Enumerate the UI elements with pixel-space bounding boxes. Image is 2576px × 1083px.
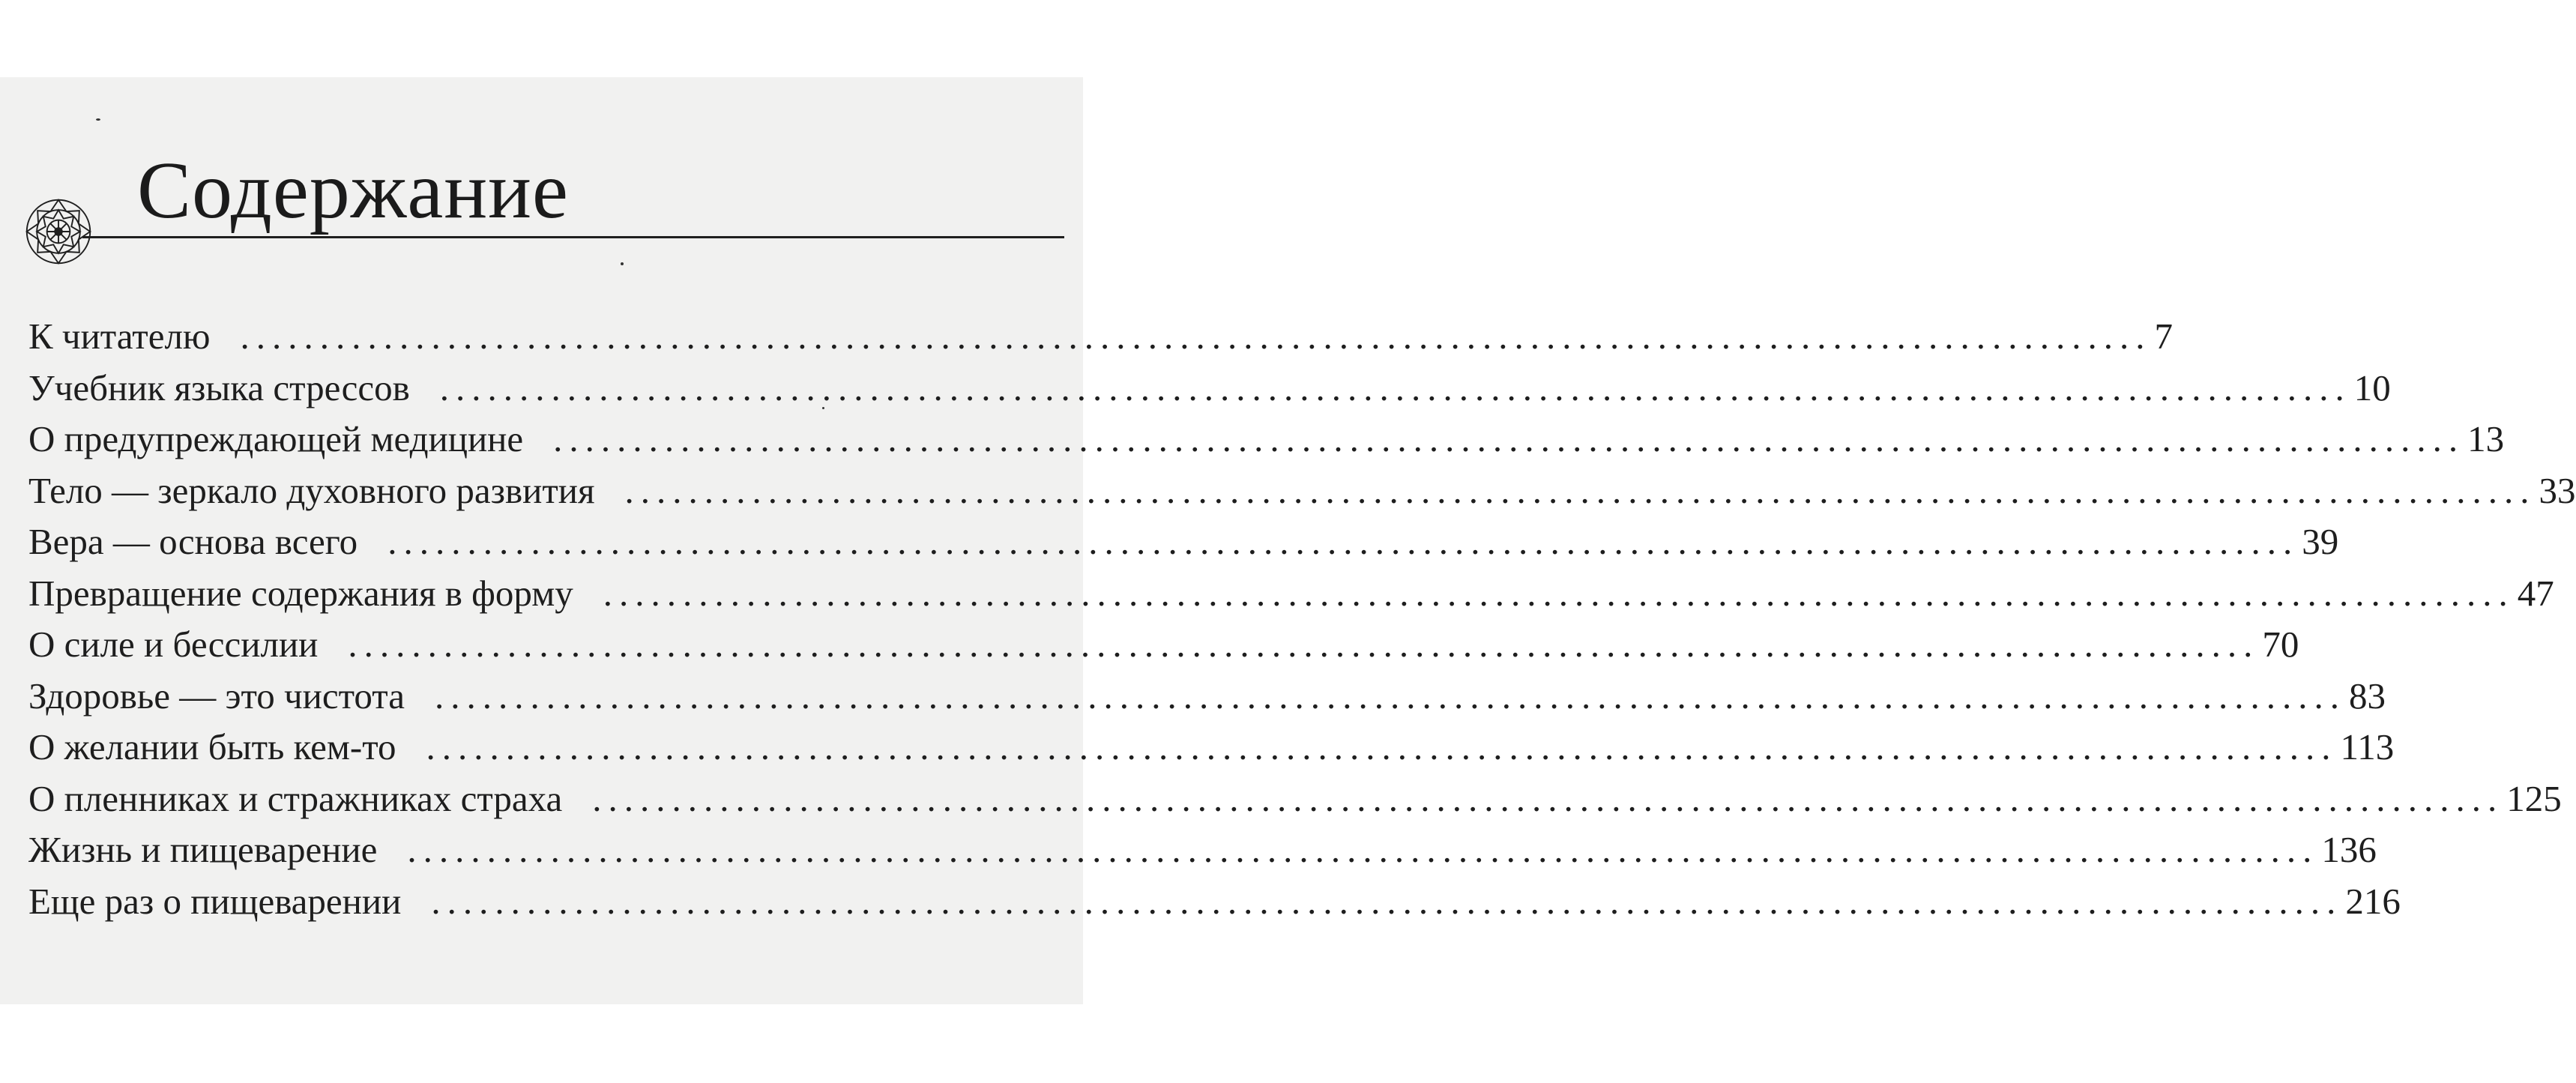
print-speck <box>621 262 624 265</box>
dot-leader: ........................................................................................................................ <box>439 366 2351 408</box>
toc-entry <box>28 363 2391 414</box>
dot-leader: ........................................................................................................................ <box>603 572 2515 614</box>
toc-entry-title: О желании быть кем-то <box>28 726 396 767</box>
toc-entry-title: Здоровье — это чистота <box>28 675 405 717</box>
toc-entry <box>28 671 2386 722</box>
toc-entry <box>28 722 2395 773</box>
toc-entry-page-number: 216 <box>2345 880 2401 922</box>
toc-entry-title: Жизнь и пищеварение <box>28 829 378 870</box>
dot-leader: ........................................................................................................................ <box>431 880 2343 922</box>
toc-entry-page-number: 13 <box>2467 418 2505 459</box>
title-underline <box>82 236 1064 238</box>
toc-entry <box>28 311 2174 363</box>
toc-entry-title: О пленниках и стражниках страха <box>28 777 563 819</box>
toc-entry-title: О предупреждающей медицине <box>28 418 524 459</box>
toc-entry <box>28 773 2562 825</box>
dot-leader: ........................................................................................................................ <box>240 316 2152 357</box>
toc-entry-title: О силе и бессилии <box>28 624 319 665</box>
toc-entry-page-number: 113 <box>2340 726 2395 767</box>
toc-entry-title: Еще раз о пищеварении <box>28 880 402 922</box>
toc-entry <box>28 414 2505 465</box>
mandala-ornament-icon <box>22 196 94 268</box>
toc-entry-title: К читателю <box>28 316 211 357</box>
dot-leader: ........................................................................................................................ <box>592 777 2504 819</box>
toc-entry <box>28 465 2576 517</box>
toc-entry <box>28 824 2377 876</box>
dot-leader: ........................................................................................................................ <box>553 418 2465 459</box>
toc-entry <box>28 516 2339 568</box>
table-of-contents <box>28 311 2576 927</box>
print-speck <box>96 118 100 121</box>
dot-leader: ........................................................................................................................ <box>407 829 2319 870</box>
toc-entry-page-number: 125 <box>2506 777 2562 819</box>
toc-entry-title: Тело — зеркало духовного развития <box>28 469 595 511</box>
toc-entry-page-number: 136 <box>2321 829 2377 870</box>
dot-leader: ........................................................................................................................ <box>435 675 2347 717</box>
toc-entry-title: Вера — основа всего <box>28 521 358 562</box>
toc-entry-page-number: 83 <box>2349 675 2386 717</box>
dot-leader: ........................................................................................................................ <box>387 521 2299 562</box>
toc-entry-page-number: 10 <box>2353 366 2391 408</box>
toc-entry-page-number: 33 <box>2539 469 2576 511</box>
toc-entry <box>28 876 2401 928</box>
toc-entry-title: Превращение содержания в форму <box>28 572 573 614</box>
dot-leader: ........................................................................................................................ <box>426 726 2338 767</box>
toc-entry <box>28 568 2554 620</box>
dot-leader: ........................................................................................................................ <box>348 624 2260 665</box>
toc-entry <box>28 619 2299 671</box>
toc-entry-page-number: 47 <box>2517 572 2554 614</box>
toc-entry-page-number: 7 <box>2154 316 2174 357</box>
book-page <box>0 77 2576 1004</box>
toc-entry-page-number: 70 <box>2262 624 2299 665</box>
dot-leader: ........................................................................................................................ <box>624 469 2536 511</box>
toc-entry-page-number: 39 <box>2302 521 2339 562</box>
toc-entry-title: Учебник языка стрессов <box>28 366 410 408</box>
page-title: Содержание <box>137 146 569 235</box>
